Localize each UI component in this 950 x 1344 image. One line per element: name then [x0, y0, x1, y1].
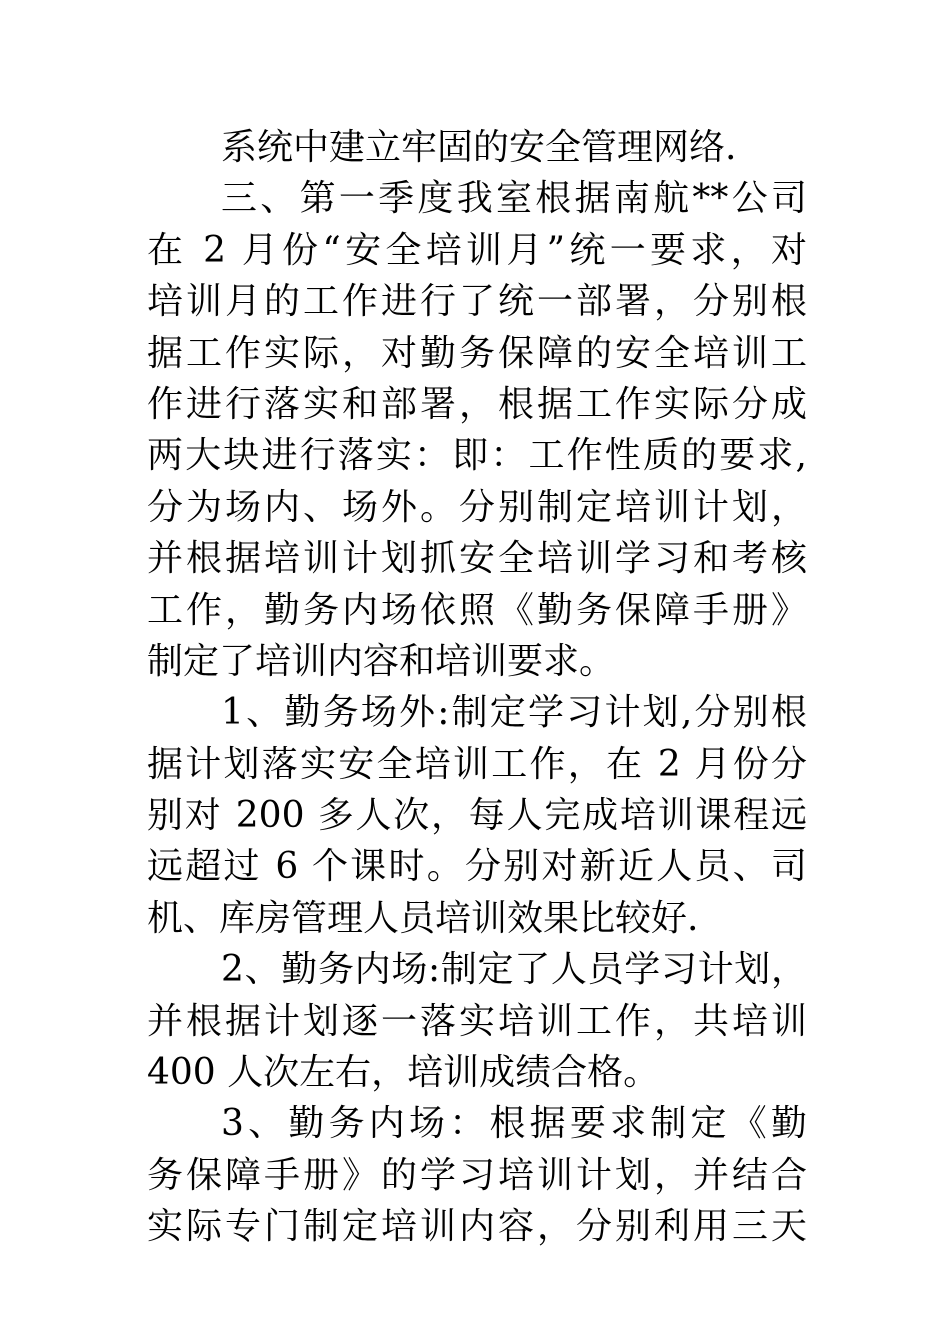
- text-line: 机、库房管理人员培训效果比较好.: [147, 897, 699, 939]
- text-line: 两大块进行落实：即：工作性质的要求,: [147, 435, 807, 477]
- text-line: 在 2 月份“安全培训月”统一要求，对: [147, 229, 807, 271]
- paragraph: [147, 122, 807, 173]
- text-line: 别对 200 多人次，每人完成培训课程远: [147, 795, 807, 837]
- paragraph: [147, 687, 807, 944]
- text-line: 2、勤务内场:制定了人员学习计划，: [221, 949, 807, 991]
- text-line: 分为场内、场外。分别制定培训计划，: [147, 486, 807, 528]
- text-line: 1、勤务场外:制定学习计划,分别根: [221, 692, 807, 734]
- text-line: 并根据计划逐一落实培训工作，共培训: [147, 1000, 807, 1042]
- paragraph: [147, 1098, 807, 1252]
- text-line: 三、第一季度我室根据南航**公司: [221, 178, 807, 220]
- paragraph: [147, 173, 807, 687]
- paragraph: [147, 944, 807, 1098]
- text-line: 培训月的工作进行了统一部署，分别根: [147, 281, 807, 323]
- document-body: [147, 122, 807, 1253]
- text-line: 系统中建立牢固的安全管理网络.: [221, 127, 737, 168]
- text-line: 据计划落实安全培训工作，在 2 月份分: [147, 743, 807, 785]
- text-line: 作进行落实和部署，根据工作实际分成: [147, 383, 807, 425]
- text-line: 400 人次左右，培训成绩合格。: [147, 1052, 660, 1094]
- text-line: 制定了培训内容和培训要求。: [147, 640, 616, 682]
- text-line: 据工作实际，对勤务保障的安全培训工: [147, 332, 807, 374]
- text-line: 远超过 6 个课时。分别对新近人员、司: [147, 846, 807, 888]
- text-line: 3、勤务内场：根据要求制定《勤: [221, 1103, 807, 1145]
- text-line: 务保障手册》的学习培训计划，并结合: [147, 1154, 807, 1196]
- text-line: 工作，勤务内场依照《勤务保障手册》: [147, 589, 807, 631]
- text-line: 并根据培训计划抓安全培训学习和考核: [147, 538, 807, 580]
- text-line: 实际专门制定培训内容，分别利用三天: [147, 1206, 807, 1248]
